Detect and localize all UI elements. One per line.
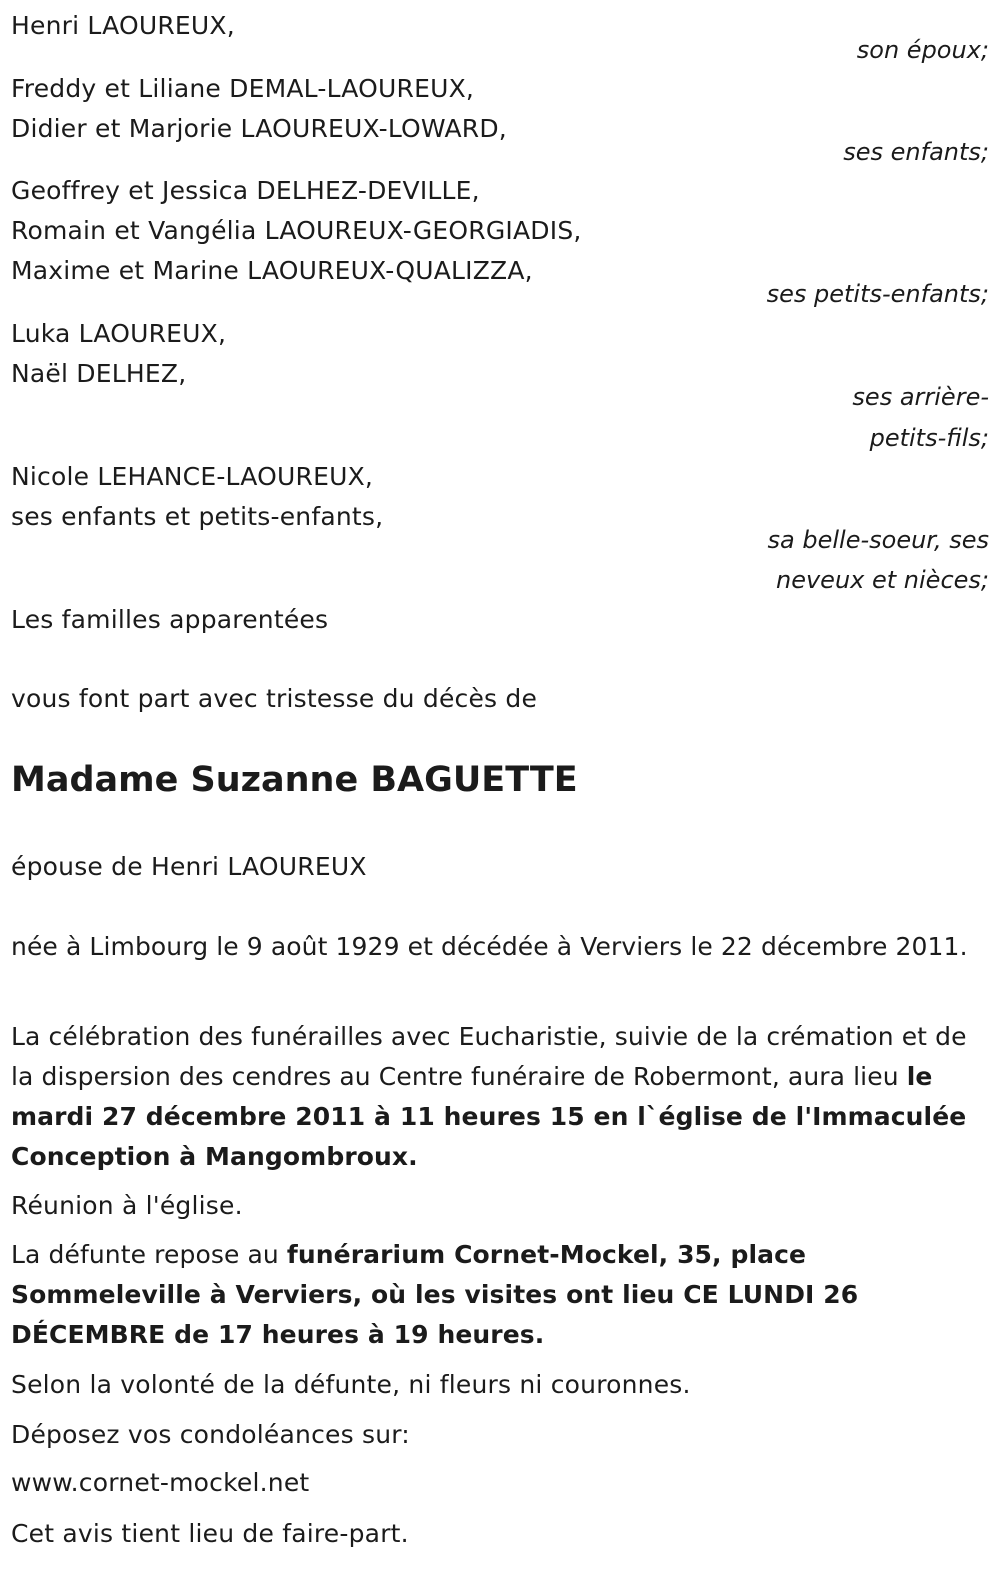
grandchild-name: Romain et Vangélia LAOUREUX-GEORGIADIS, — [11, 216, 582, 245]
sister-in-law-name: Nicole LEHANCE-LAOUREUX, — [11, 462, 374, 491]
ceremony-intro: La célébration des funérailles avec Eucharistie, suivie de la crémation et de la dispersion des cendres au Centre funéraire de Robermont, aura lieu — [11, 1022, 967, 1091]
great-grandchildren-relation: petits-fils; — [869, 424, 989, 452]
related-families: Les familles apparentées — [11, 605, 329, 634]
grandchild-name: Geoffrey et Jessica DELHEZ-DEVILLE, — [11, 176, 480, 205]
deceased-spouse-line: épouse de Henri LAOUREUX — [11, 852, 367, 881]
sister-in-law-family: ses enfants et petits-enfants, — [11, 502, 384, 531]
repose-paragraph — [11, 1235, 991, 1355]
great-grandchild-name: Luka LAOUREUX, — [11, 319, 227, 348]
ceremony-paragraph — [11, 1017, 991, 1177]
announcement-text: vous font part avec tristesse du décès de — [11, 684, 538, 713]
wishes-text: Selon la volonté de la défunte, ni fleurs ni couronnes. — [11, 1370, 691, 1399]
condolences-link[interactable]: www.cornet-mockel.net — [11, 1468, 310, 1497]
closing-text: Cet avis tient lieu de faire-part. — [11, 1519, 409, 1548]
children-relation: ses enfants; — [843, 138, 989, 166]
child-name: Freddy et Liliane DEMAL-LAOUREUX, — [11, 74, 475, 103]
sister-in-law-relation: sa belle-soeur, ses — [767, 526, 989, 554]
great-grandchildren-relation: ses arrière- — [852, 383, 989, 411]
deceased-name: Madame Suzanne BAGUETTE — [11, 760, 578, 800]
sister-in-law-relation: neveux et nièces; — [776, 566, 989, 594]
meeting-text: Réunion à l'église. — [11, 1191, 243, 1220]
spouse-name: Henri LAOUREUX, — [11, 11, 235, 40]
spouse-relation: son époux; — [856, 36, 989, 64]
ceremony-details: le mardi 27 décembre 2011 à 11 heures 15 en l`église de l'Immaculée Conception à Mangombroux. — [11, 1062, 967, 1171]
birth-death-text: née à Limbourg le 9 août 1929 et décédée à Verviers le 22 décembre 2011. — [11, 932, 968, 961]
repose-details: funérarium Cornet-Mockel, 35, place Sommeleville à Verviers, où les visites ont lieu CE LUNDI 26 DÉCEMBRE de 17 heures à 19 heures. — [11, 1240, 859, 1349]
condolences-label: Déposez vos condoléances sur: — [11, 1420, 410, 1449]
child-name: Didier et Marjorie LAOUREUX-LOWARD, — [11, 114, 507, 143]
grandchildren-relation: ses petits-enfants; — [766, 280, 989, 308]
grandchild-name: Maxime et Marine LAOUREUX-QUALIZZA, — [11, 256, 533, 285]
great-grandchild-name: Naël DELHEZ, — [11, 359, 187, 388]
repose-intro: La défunte repose au — [11, 1240, 287, 1269]
